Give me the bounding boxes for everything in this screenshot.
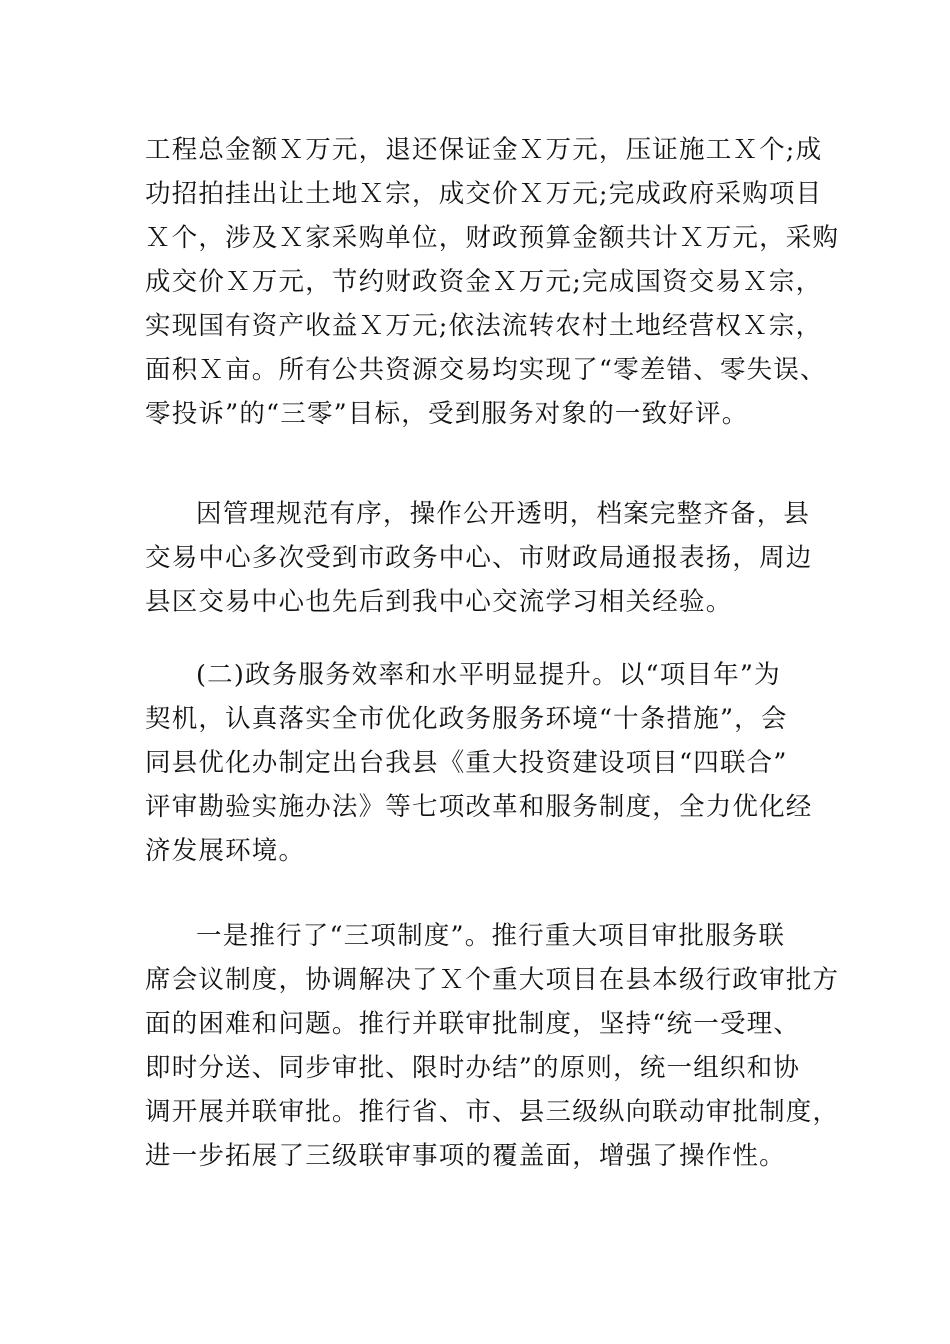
paragraph-line: 功招拍挂出让土地Ｘ宗，成交价Ｘ万元;完成政府采购项目 [145, 179, 823, 209]
paragraph-line: 因管理规范有序，操作公开透明，档案完整齐备，县 [196, 499, 811, 529]
paragraph-line: 零投诉”的“三零”目标，受到服务对象的一致好评。 [145, 399, 749, 429]
paragraph-line: 实现国有资产收益Ｘ万元;依法流转农村土地经营权Ｘ宗， [145, 311, 823, 341]
paragraph-line: 成交价Ｘ万元，节约财政资金Ｘ万元;完成国资交易Ｘ宗， [145, 267, 823, 297]
paragraph-line: 进一步拓展了三级联审事项的覆盖面，增强了操作性。 [145, 1141, 786, 1171]
paragraph-line: 面积Ｘ亩。所有公共资源交易均实现了“零差错、零失误、 [145, 355, 827, 385]
paragraph-line: 席会议制度，协调解决了Ｘ个重大项目在县本级行政审批方 [145, 965, 840, 995]
paragraph-line: Ｘ个，涉及Ｘ家采购单位，财政预算金额共计Ｘ万元，采购 [145, 223, 840, 253]
paragraph-4 [145, 914, 840, 1178]
paragraph-line: 工程总金额Ｘ万元，退还保证金Ｘ万元，压证施工Ｘ个;成 [145, 135, 823, 165]
paragraph-line: 济发展环境。 [145, 836, 306, 866]
paragraph-line: 评审勘验实施办法》等七项改革和服务制度，全力优化经 [145, 792, 813, 822]
paragraph-line: 县区交易中心也先后到我中心交流学习相关经验。 [145, 587, 733, 617]
paragraph-line: 同县优化办制定出台我县《重大投资建设项目“四联合” [145, 748, 788, 778]
paragraph-line: 契机，认真落实全市优化政务服务环境“十条措施”，会 [145, 704, 788, 734]
paragraph-line: 即时分送、同步审批、限时办结”的原则，统一组织和协 [145, 1053, 801, 1083]
paragraph-3 [145, 653, 813, 873]
paragraph-line: 面的困难和问题。推行并联审批制度，坚持“统一受理、 [145, 1009, 801, 1039]
paragraph-line: 调开展并联审批。推行省、市、县三级纵向联动审批制度， [145, 1097, 840, 1127]
paragraph-line: 交易中心多次受到市政务中心、市财政局通报表扬，周边 [145, 543, 813, 573]
paragraph-line: 一是推行了“三项制度”。推行重大项目审批服务联 [196, 921, 786, 951]
paragraph-1 [145, 128, 840, 436]
paragraph-line: (二)政务服务效率和水平明显提升。以“项目年”为 [196, 660, 781, 690]
paragraph-2 [145, 492, 813, 624]
